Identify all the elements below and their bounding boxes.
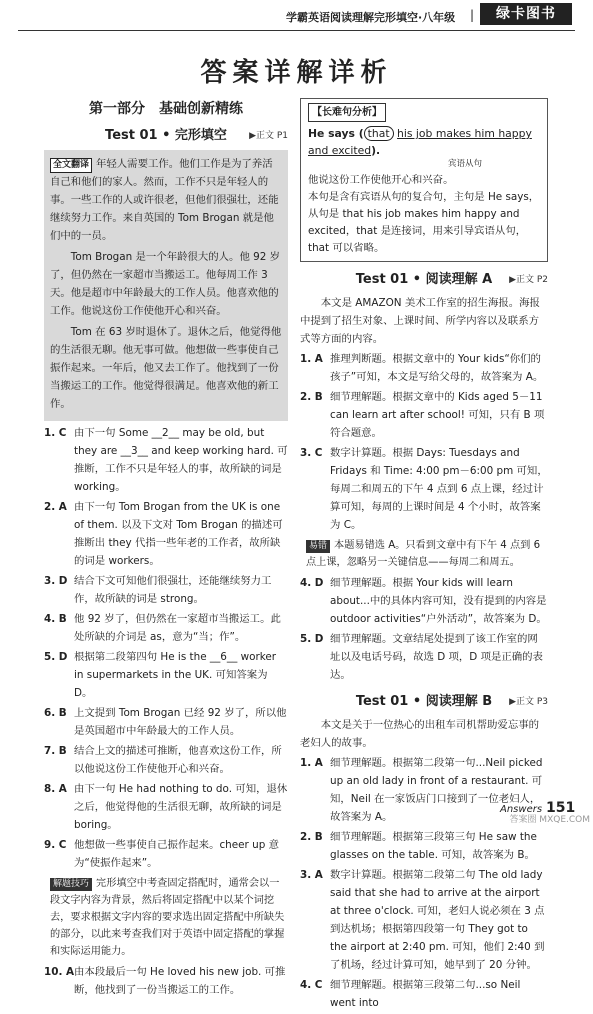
- text-page-reference: ▶正文 P1: [249, 131, 288, 141]
- answer-item: 1. A 推理判断题。根据文章中的 Your kids“你们的孩子”可知，本文是写给父母的，故答案为 A。: [300, 353, 544, 383]
- long-sentence-analysis-box: [300, 98, 548, 262]
- translation-para-1: 全文翻译 年轻人需要工作。他们工作是为了养活自己和他们的家人。然而，工作不只是年轻人的事。一些工作的人或许很老，但他们很强壮，还能继续努力工作。来自英国的 Tom Brogan 就是他们中的一员。: [50, 158, 279, 242]
- header-separator: |: [470, 8, 475, 22]
- translation-para-2: Tom Brogan 是一个年龄很大的人。他 92 岁了，但仍然在一家超市当搬运工。他每周工作 3 天。他是超市中年龄最大的工作人员。他喜欢他的工作。他说这份工作使他开心和兴奋。: [50, 251, 281, 317]
- object-clause: his job makes him happy and excited: [308, 127, 532, 157]
- example-sentence: He says ( that his job makes him happy and excited).: [308, 127, 532, 157]
- full-translation-block: [44, 150, 288, 421]
- right-column: [300, 98, 548, 1014]
- test-title: Test 01 • 阅读理解 A: [355, 272, 493, 287]
- answer-item: 10. A 由本段最后一句 He loved his new job. 可推断，他找到了一份当搬运工的工作。: [44, 966, 286, 996]
- left-column: [44, 98, 288, 1001]
- answer-item: 3. C 数字计算题。根据 Days: Tuesdays and Fridays 和 Time: 4:00 pm－6:00 pm 可知，每周二和周五的下午 4 点到 6 点上课，经过计算可知，每周的上课时间是 4 个小时，故答案为 C。: [300, 447, 548, 531]
- translation-tag: 全文翻译: [50, 158, 92, 173]
- answer-item: 5. D 根据第二段第四句 He is the __6__ worker in supermarkets in the UK. 可知答案为 D。: [44, 651, 277, 699]
- text-page-reference: ▶正文 P3: [509, 697, 548, 707]
- answer-item: 2. A 由下一句 Tom Brogan from the UK is one of them. 以及下文对 Tom Brogan 的描述可推断出 they 代指一些年老的工作者，故所缺的词是 workers。: [44, 501, 283, 567]
- answer-item: 4. C 细节理解题。根据第三段第二句...so Neil went into: [300, 979, 521, 1009]
- tip-note: 解题技巧 完形填空中考查固定搭配时，通常会以一段文字内容为背景，然后将固定搭配中以某个词挖去，要求根据文字内容的要求选出固定搭配中所缺失的部分，以此来考查我们对于英语中固定搭配的掌握和实际运用能力。: [50, 878, 285, 957]
- test-heading-reading-b: [300, 690, 548, 712]
- trap-note: 易错 本题易错选 A。只看到文章中有下午 4 点到 6 点上课，忽略另一关键信息——每周二和周五。: [306, 540, 541, 568]
- watermark: 答案圈 MXQE.COM: [509, 815, 590, 825]
- answer-item: 3. D 结合下文可知他们很强壮，还能继续努力工作，故所缺的词是 strong。: [44, 575, 272, 605]
- test-title: Test 01 • 阅读理解 B: [355, 694, 493, 709]
- test-heading-reading-a: [300, 268, 548, 290]
- answer-item: 6. B 上文提到 Tom Brogan 已经 92 岁了，所以他是英国超市中年龄最大的工作人员。: [44, 707, 287, 737]
- test-title: Test 01 • 完形填空: [105, 128, 227, 143]
- trap-tag: 易错: [306, 540, 330, 553]
- brand-logo: 绿卡图书: [480, 3, 572, 25]
- answer-item: 4. D 细节理解题。根据 Your kids will learn about...中的具体内容可知，没有提到的内容是 outdoor activities“户外活动”，故答案为 D。: [300, 577, 547, 625]
- page-number: 151: [546, 800, 576, 816]
- text-page-reference: ▶正文 P2: [509, 275, 548, 285]
- passage-intro: 本文是关于一位热心的出租车司机帮助爱忘事的老妇人的故事。: [300, 719, 539, 749]
- answer-item: 5. D 细节理解题。文章结尾处提到了该工作室的网址以及电话号码，故选 D 项，D 项是正确的表达。: [300, 633, 543, 681]
- book-series-title: 学霸英语阅读理解完形填空·八年级: [286, 11, 456, 24]
- tip-tag: 解题技巧: [50, 878, 92, 891]
- conjunction-that: that: [364, 126, 394, 141]
- answer-item: 2. B 细节理解题。根据第三段第三句 He saw the glasses on the table. 可知，故答案为 B。: [300, 831, 537, 861]
- answer-item: 4. B 他 92 岁了，但仍然在一家超市当搬运工。此处所缺的介词是 as，意为“当；作”。: [44, 613, 281, 643]
- answer-list: [44, 424, 288, 872]
- answer-item: 9. C 他想做一些事使自己振作起来。cheer up 意为“使振作起来”。: [44, 839, 280, 869]
- sentence-translation: 他说这份工作使他开心和兴奋。: [308, 174, 454, 186]
- header-rule: [18, 30, 575, 31]
- answer-item: 1. C 由下一句 Some __2__ may be old, but they are __3__ and keep working hard. 可推断，工作不只是年轻人的事，故所缺的词是 working。: [44, 427, 288, 493]
- translation-para-3: Tom 在 63 岁时退休了。退休之后，他觉得他的生活很无聊。他无事可做。他想做一些事使自己振作起来。一年后，他又去工作了。他找到了一份当搬运工的工作。他觉得很满足。他喜欢他的新工作。: [50, 326, 282, 410]
- section-title: 第一部分 基础创新精练: [89, 101, 243, 117]
- answer-item: 7. B 结合上文的描述可推断，他喜欢这份工作，所以他说这份工作使他开心和兴奋。: [44, 745, 282, 775]
- box-title: 【长难句分析】: [308, 103, 386, 122]
- passage-intro: 本文是 AMAZON 美术工作室的招生海报。海报中提到了招生对象、上课时间、所学内容以及联系方式等方面的内容。: [300, 297, 540, 345]
- sentence-explanation: 本句是含有宾语从句的复合句，主句是 He says，从句是 that his job makes him happy and excited，that 是连接词，用来引导宾语从句，that 可以省略。: [308, 191, 540, 254]
- test-heading-cloze: [44, 124, 288, 146]
- page-title: 答案详解详析: [200, 58, 393, 88]
- answer-item: 2. B 细节理解题。根据文章中的 Kids aged 5－11 can learn art after school! 可知，只有 B 项符合题意。: [300, 391, 545, 439]
- clause-label: 宾语从句: [448, 159, 483, 169]
- footer-label: Answers: [500, 804, 543, 815]
- answer-item: 8. A 由下一句 He had nothing to do. 可知，退休之后，他觉得他的生活很无聊，故所缺的词是 boring。: [44, 783, 288, 831]
- answer-item: 1. A 细节理解题。根据第二段第一句...Neil picked up an old lady in front of a restaurant. 可知，Neil 在一家饭店门口接到了一位老妇人，故答案为 A。: [300, 757, 543, 823]
- page-header: [0, 0, 593, 30]
- answer-item: 3. A 数字计算题。根据第二段第二句 The old lady said that she had to arrive at the airport at three o'clock. 可知，老妇人说必须在 3 点到达机场；根据第四段第一句 They got to the airport at 2:40 pm. 可知，他们 2:40 到了机场，经过计算可知，她早到了 20 分钟。: [300, 869, 545, 971]
